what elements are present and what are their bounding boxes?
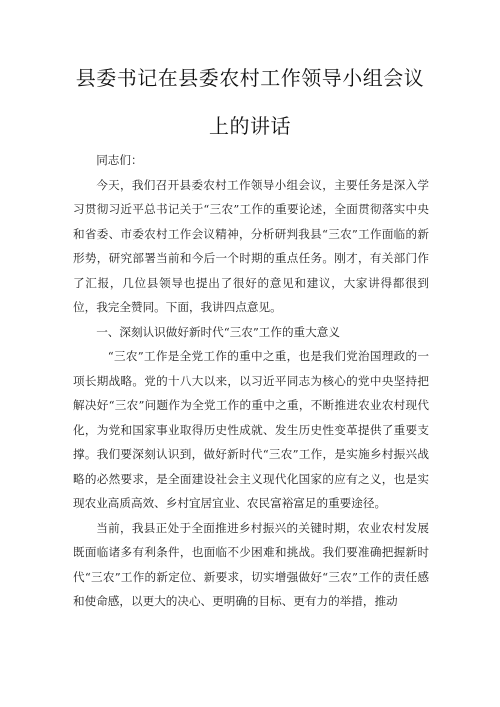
salutation: 同志们： <box>96 153 143 167</box>
document-title-line-1: 县委书记在县委农村工作领导小组会议 <box>75 66 425 90</box>
document-title-line-2: 上的讲话 <box>209 114 291 138</box>
body-paragraph-significance: “三农”工作是全党工作的重中之重，也是我们党治国理政的一项长期战略。党的十八大以来，以习近平同志为核心的党中央坚持把解决好“三农”问题作为全党工作的重中之重，不断推进农业农村现代化，为党和国家事业取得历史性成就、发生历史性变革提供了重要支撑。我们要深刻认识到，做好新时代“三农”工作，是实施乡村振兴战略的必然要求，是全面建设社会主义现代化国家的应有之义，也是实现农业高质高效、乡村宜居宜业、农民富裕富足的重要途径。 <box>73 349 429 510</box>
document-body <box>73 148 429 614</box>
body-paragraph-opening: 今天，我们召开县委农村工作领导小组会议，主要任务是深入学习贯彻习近平总书记关于“三农”工作的重要论述，全面贯彻落实中央和省委、市委农村工作会议精神，分析研判我县“三农”工作面临的新形势，研究部署当前和今后一个时期的重点任务。刚才，有关部门作了汇报，几位县领导也提出了很好的意见和建议，大家讲得都很到位，我完全赞同。下面，我讲四点意见。 <box>73 177 429 314</box>
section-heading-1: 一、深刻认识做好新时代“三农”工作的重大意义 <box>96 324 340 339</box>
body-paragraph-current: 当前，我县正处于全面推进乡村振兴的关键时期，农业农村发展既面临诸多有利条件，也面临不少困难和挑战。我们要准确把握新时代“三农”工作的新定位、新要求，切实增强做好“三农”工作的责任感和使命感，以更大的决心、更明确的目标、更有力的举措，推动 <box>73 520 429 608</box>
